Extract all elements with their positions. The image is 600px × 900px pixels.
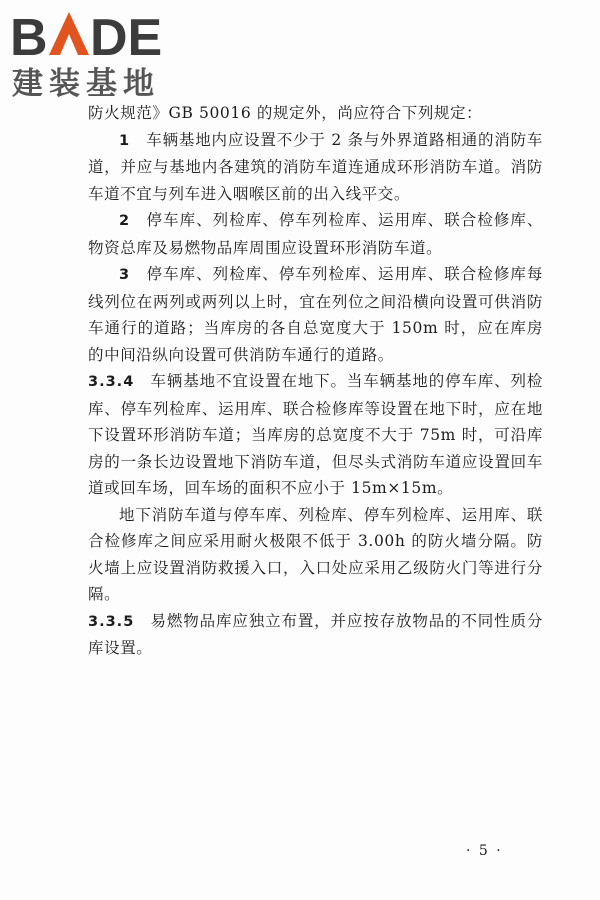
document-body — [88, 100, 543, 662]
logo-letter-b: B — [10, 9, 48, 67]
page-number: · 5 · — [466, 843, 503, 859]
list-item-3: 3 停车库、列检库、停车列检库、运用库、联合检修库每线列位在两列或两列以上时，宜在列位之间沿横向设置可供消防车通行的道路；当库房的各自总宽度大于 150m 时，应在库房的中间沿纵向设置可供消防车通行的道路。 — [88, 265, 543, 364]
logo-letters-de: DE — [90, 9, 163, 67]
list-item-1: 1 车辆基地内应设置不少于 2 条与外界道路相通的消防车道，并应与基地内各建筑的消防车道连通成环形消防车道。消防车道不宜与列车进入咽喉区前的出入线平交。 — [88, 130, 543, 203]
clause-3-3-5: 3.3.5 易燃物品库应独立布置，并应按存放物品的不同性质分库设置。 — [88, 611, 543, 657]
list-item-2: 2 停车库、列检库、停车列检库、运用库、联合检修库、物资总库及易燃物品库周围应设置环形消防车道。 — [88, 211, 543, 257]
clause-3-3-4: 3.3.4 车辆基地不宜设置在地下。当车辆基地的停车库、列检库、停车列检库、运用库、联合检修库等设置在地下时，应在地下设置环形消防车道；当库房的总宽度不大于 75m 时，可沿库房的一条长边设置地下消防车道，但尽头式消防车道应设置回车道或回车场，回车场的面积不应小于 15m×15m。 — [88, 372, 543, 497]
bade-logo-mark — [8, 6, 178, 102]
logo-tagline: 建装基地 — [12, 66, 160, 102]
bade-logo — [8, 6, 178, 102]
clause-3-3-4-continued: 地下消防车道与停车库、列检库、停车列检库、运用库、联合检修库之间应采用耐火极限不低于 3.00h 的防火墙分隔。防火墙上应设置消防救援入口，入口处应采用乙级防火门等进行分隔。 — [88, 505, 543, 603]
paragraph-continuation: 防火规范》GB 50016 的规定外，尚应符合下列规定： — [88, 104, 483, 122]
logo-letter-a-triangle — [49, 12, 89, 55]
